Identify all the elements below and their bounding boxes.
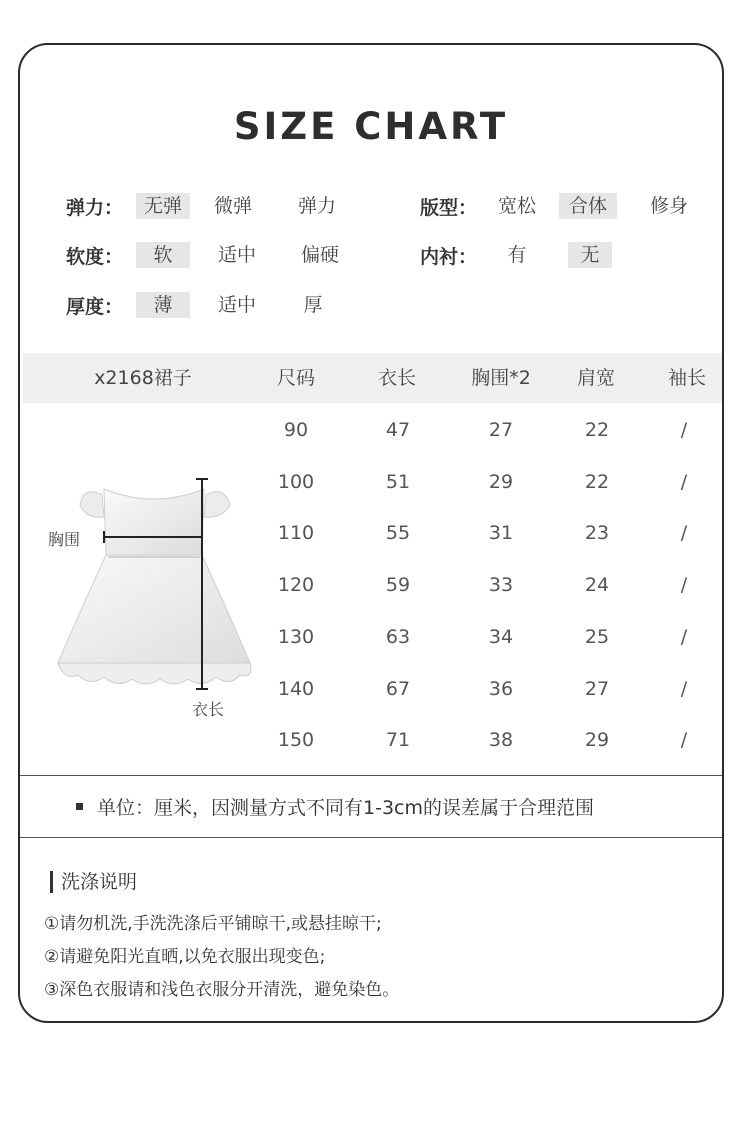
table-cell: 29 (488, 470, 514, 493)
table-cell: 36 (488, 677, 514, 700)
table-cell: / (680, 574, 688, 597)
dress-illustration (34, 475, 274, 705)
bullet-icon (76, 803, 83, 810)
table-cell: 47 (385, 419, 411, 441)
size-table-header (23, 353, 724, 403)
table-cell: 90 (283, 419, 309, 441)
divider (20, 837, 724, 838)
attribute-option: 有 (507, 244, 527, 266)
attribute-option-selected: 无弹 (136, 193, 190, 219)
table-cell: 59 (385, 574, 411, 597)
attribute-option-selected: 薄 (136, 292, 190, 318)
table-cell: 55 (385, 522, 411, 545)
washing-title: 洗涤说明 (50, 871, 137, 893)
attribute-option-selected: 软 (136, 242, 190, 268)
attribute-label: 内衬： (420, 246, 478, 268)
table-cell: / (680, 419, 688, 441)
attribute-option: 厚 (303, 294, 323, 316)
table-cell: / (680, 729, 688, 752)
table-cell: 33 (488, 574, 514, 597)
column-header: 衣长 (377, 367, 416, 389)
table-cell: / (680, 677, 688, 700)
table-cell: 63 (385, 625, 411, 648)
attribute-option: 弹力 (297, 195, 336, 217)
attribute-option: 宽松 (497, 195, 536, 217)
column-header: 胸围*2 (471, 367, 531, 389)
table-cell: 67 (385, 677, 411, 700)
washing-instruction: ③深色衣服请和浅色衣服分开清洗，避免染色。 (44, 980, 400, 1000)
table-cell: / (680, 522, 688, 545)
product-name: x2168裙子 (94, 367, 192, 389)
attribute-label: 版型： (420, 197, 478, 219)
table-cell: 31 (488, 522, 514, 545)
table-cell: 100 (277, 470, 315, 493)
chest-label: 胸围 (48, 530, 81, 549)
table-cell: 110 (277, 522, 315, 545)
dress-diagram (34, 475, 274, 719)
unit-note (76, 793, 594, 820)
column-header: 尺码 (276, 367, 315, 389)
attribute-option: 偏硬 (300, 244, 339, 266)
table-cell: 23 (584, 522, 610, 545)
table-cell: / (680, 625, 688, 648)
divider (20, 775, 724, 776)
washing-instruction: ②请避免阳光直晒,以免衣服出现变色; (44, 947, 326, 967)
attribute-option: 微弹 (213, 195, 252, 217)
attribute-option-selected: 合体 (559, 193, 617, 219)
washing-instruction: ①请勿机洗,手洗洗涤后平铺晾干,或悬挂晾干; (44, 914, 382, 934)
column-header: 肩宽 (576, 367, 615, 389)
table-cell: 140 (277, 677, 315, 700)
table-cell: 27 (584, 677, 610, 700)
table-cell: 51 (385, 470, 411, 493)
table-cell: 120 (277, 574, 315, 597)
table-cell: 150 (277, 729, 315, 752)
attribute-option: 修身 (649, 195, 688, 217)
unit-note-text: 单位：厘米，因测量方式不同有1-3cm的误差属于合理范围 (97, 797, 594, 819)
table-cell: 71 (385, 729, 411, 752)
table-cell: 38 (488, 729, 514, 752)
attribute-label: 软度： (66, 246, 124, 268)
table-cell: 27 (488, 419, 514, 441)
length-label: 衣长 (192, 700, 225, 719)
attribute-option: 适中 (217, 294, 256, 316)
table-cell: 22 (584, 470, 610, 493)
size-chart-card (18, 43, 724, 1023)
table-cell: / (680, 470, 688, 493)
attribute-option-selected: 无 (568, 242, 612, 268)
attribute-label: 弹力： (66, 197, 124, 219)
table-cell: 22 (584, 419, 610, 441)
table-cell: 24 (584, 574, 610, 597)
attribute-option: 适中 (217, 244, 256, 266)
table-cell: 29 (584, 729, 610, 752)
table-cell: 34 (488, 625, 514, 648)
attribute-label: 厚度： (66, 296, 124, 318)
column-header: 袖长 (667, 367, 706, 389)
page-title: SIZE CHART (233, 105, 509, 148)
table-cell: 25 (584, 625, 610, 648)
table-cell: 130 (277, 625, 315, 648)
